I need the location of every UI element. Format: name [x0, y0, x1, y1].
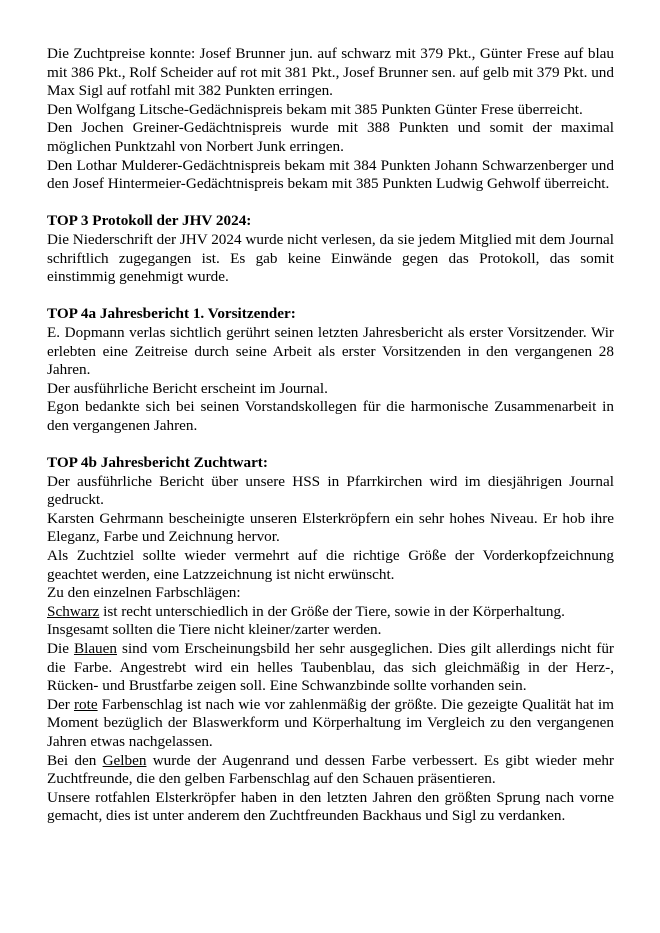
paragraph-top4b-insgesamt: Insgesamt sollten die Tiere nicht kleiner/zarter werden.: [47, 621, 382, 639]
paragraph-mulderer-hintermeier-preis: Den Lothar Mulderer-Gedächtnispreis bekam mit 384 Punkten Johann Schwarzenberger und den Josef Hintermeier-Gedächtnispreis bekam mit 385 Punkten Ludwig Gehwolf überreicht.: [47, 156, 614, 193]
underlined-gelben: Gelben: [102, 751, 147, 769]
paragraph-top4b-schwarz: [47, 603, 614, 622]
paragraph-top4a-dank: Egon bedankte sich bei seinen Vorstandskollegen für die harmonische Zusammenarbeit in den vergangenen Jahren.: [47, 398, 614, 434]
text-gelb-pre: Bei den: [47, 751, 103, 769]
text-blau-pre: Die: [47, 640, 74, 657]
paragraph-top4b-rotfahl: Unsere rotfahlen Elsterkröpfer haben in den letzten Jahren den größten Sprung nach vorne gemacht, dies ist unter anderem den Zuchtfreunden Backhaus und Sigl zu verdanken.: [47, 788, 614, 825]
heading-top3: TOP 3 Protokoll der JHV 2024:: [47, 212, 252, 230]
paragraph-top4b-farbschlaege: Zu den einzelnen Farbschlägen:: [47, 584, 241, 602]
document-page: [47, 45, 614, 845]
underlined-rote: rote: [73, 695, 98, 713]
paragraph-zuchtpreise: Die Zuchtpreise konnte: Josef Brunner jun. auf schwarz mit 379 Pkt., Günter Frese auf blau mit 386 Pkt., Rolf Scheider auf rot mit 381 Pkt., Josef Brunner sen. auf gelb mit 379 Pkt. und Max Sigl auf rotfahl mit 382 Punkten erringen.: [47, 45, 614, 100]
heading-top4b: TOP 4b Jahresbericht Zuchtwart:: [47, 454, 268, 472]
text-rot-pre: Der: [47, 695, 74, 713]
paragraph-top4b-niveau: Karsten Gehrmann bescheinigte unseren Elsterkröpfern ein sehr hohes Niveau. Er hob ihre Eleganz, Farbe und Zeichnung hervor.: [47, 509, 614, 546]
paragraph-top4a-bericht: E. Dopmann verlas sichtlich gerührt seinen letzten Jahresbericht als erster Vorsitzender. Wir erlebten eine Zeitreise durch seine Arbeit als erster Vorsitzenden in den vergangenen 28 Jahren.: [47, 323, 614, 379]
paragraph-top4b-zuchtziel: Als Zuchtziel sollte wieder vermehrt auf die richtige Größe der Vorderkopfzeichnung geachtet werden, eine Latzzeichnung ist nicht erwünscht.: [47, 547, 614, 583]
text-blau: sind vom Erscheinungsbild her sehr ausgeglichen. Dies gilt allerdings nicht für die Farbe. Angestrebt wird ein helles Taubenblau, das sich gleichmäßig in der Herz-, Rücken- und Brustfarbe zeigen soll. Eine Schwanzbinde sollte vorhanden sein.: [47, 640, 614, 695]
section-top3: [47, 212, 614, 286]
paragraph-top4b-rot: [47, 696, 614, 752]
text-rot: Farbenschlag ist nach wie vor zahlenmäßig der größte. Die gezeigte Qualität hat im Moment bezüglich der Blaswerkform und Körperhaltung im Vergleich zu den vergangenen Jahren etwas nachgelassen.: [47, 695, 614, 750]
paragraph-top4b-gelb: [47, 752, 614, 789]
section-top4a: [47, 305, 614, 435]
paragraph-top4b-blau: [47, 640, 614, 696]
section-top4b: [47, 454, 614, 826]
text-gelb: wurde der Augenrand und dessen Farbe verbessert. Es gibt wieder mehr Zuchtfreunde, die den gelben Farbenschlag auf den Schauen präsentieren.: [47, 751, 614, 788]
heading-top4a: TOP 4a Jahresbericht 1. Vorsitzender:: [47, 305, 296, 323]
section-zuchtpreise: [47, 45, 614, 194]
paragraph-top4b-hss: Der ausführliche Bericht über unsere HSS in Pfarrkirchen wird im diesjährigen Journal gedruckt.: [47, 472, 614, 509]
text-schwarz: ist recht unterschiedlich in der Größe der Tiere, sowie in der Körperhaltung.: [99, 602, 565, 620]
paragraph-litsche-preis: Den Wolfgang Litsche-Gedächnispreis bekam mit 385 Punkten Günter Frese überreicht.: [47, 100, 583, 118]
underlined-schwarz: Schwarz: [47, 602, 100, 620]
paragraph-greiner-preis: Den Jochen Greiner-Gedächtnispreis wurde mit 388 Punkten und somit der maximal möglichen Punktzahl von Norbert Junk erringen.: [47, 119, 614, 155]
paragraph-top4a-journal: Der ausführliche Bericht erscheint im Journal.: [47, 379, 328, 397]
paragraph-top3-protokoll: Die Niederschrift der JHV 2024 wurde nicht verlesen, da sie jedem Mitglied mit dem Journal schriftlich zugegangen ist. Es gab keine Einwände gegen das Protokoll, das somit einstimmig genehmigt wurde.: [47, 230, 614, 286]
underlined-blauen: Blauen: [73, 640, 117, 657]
